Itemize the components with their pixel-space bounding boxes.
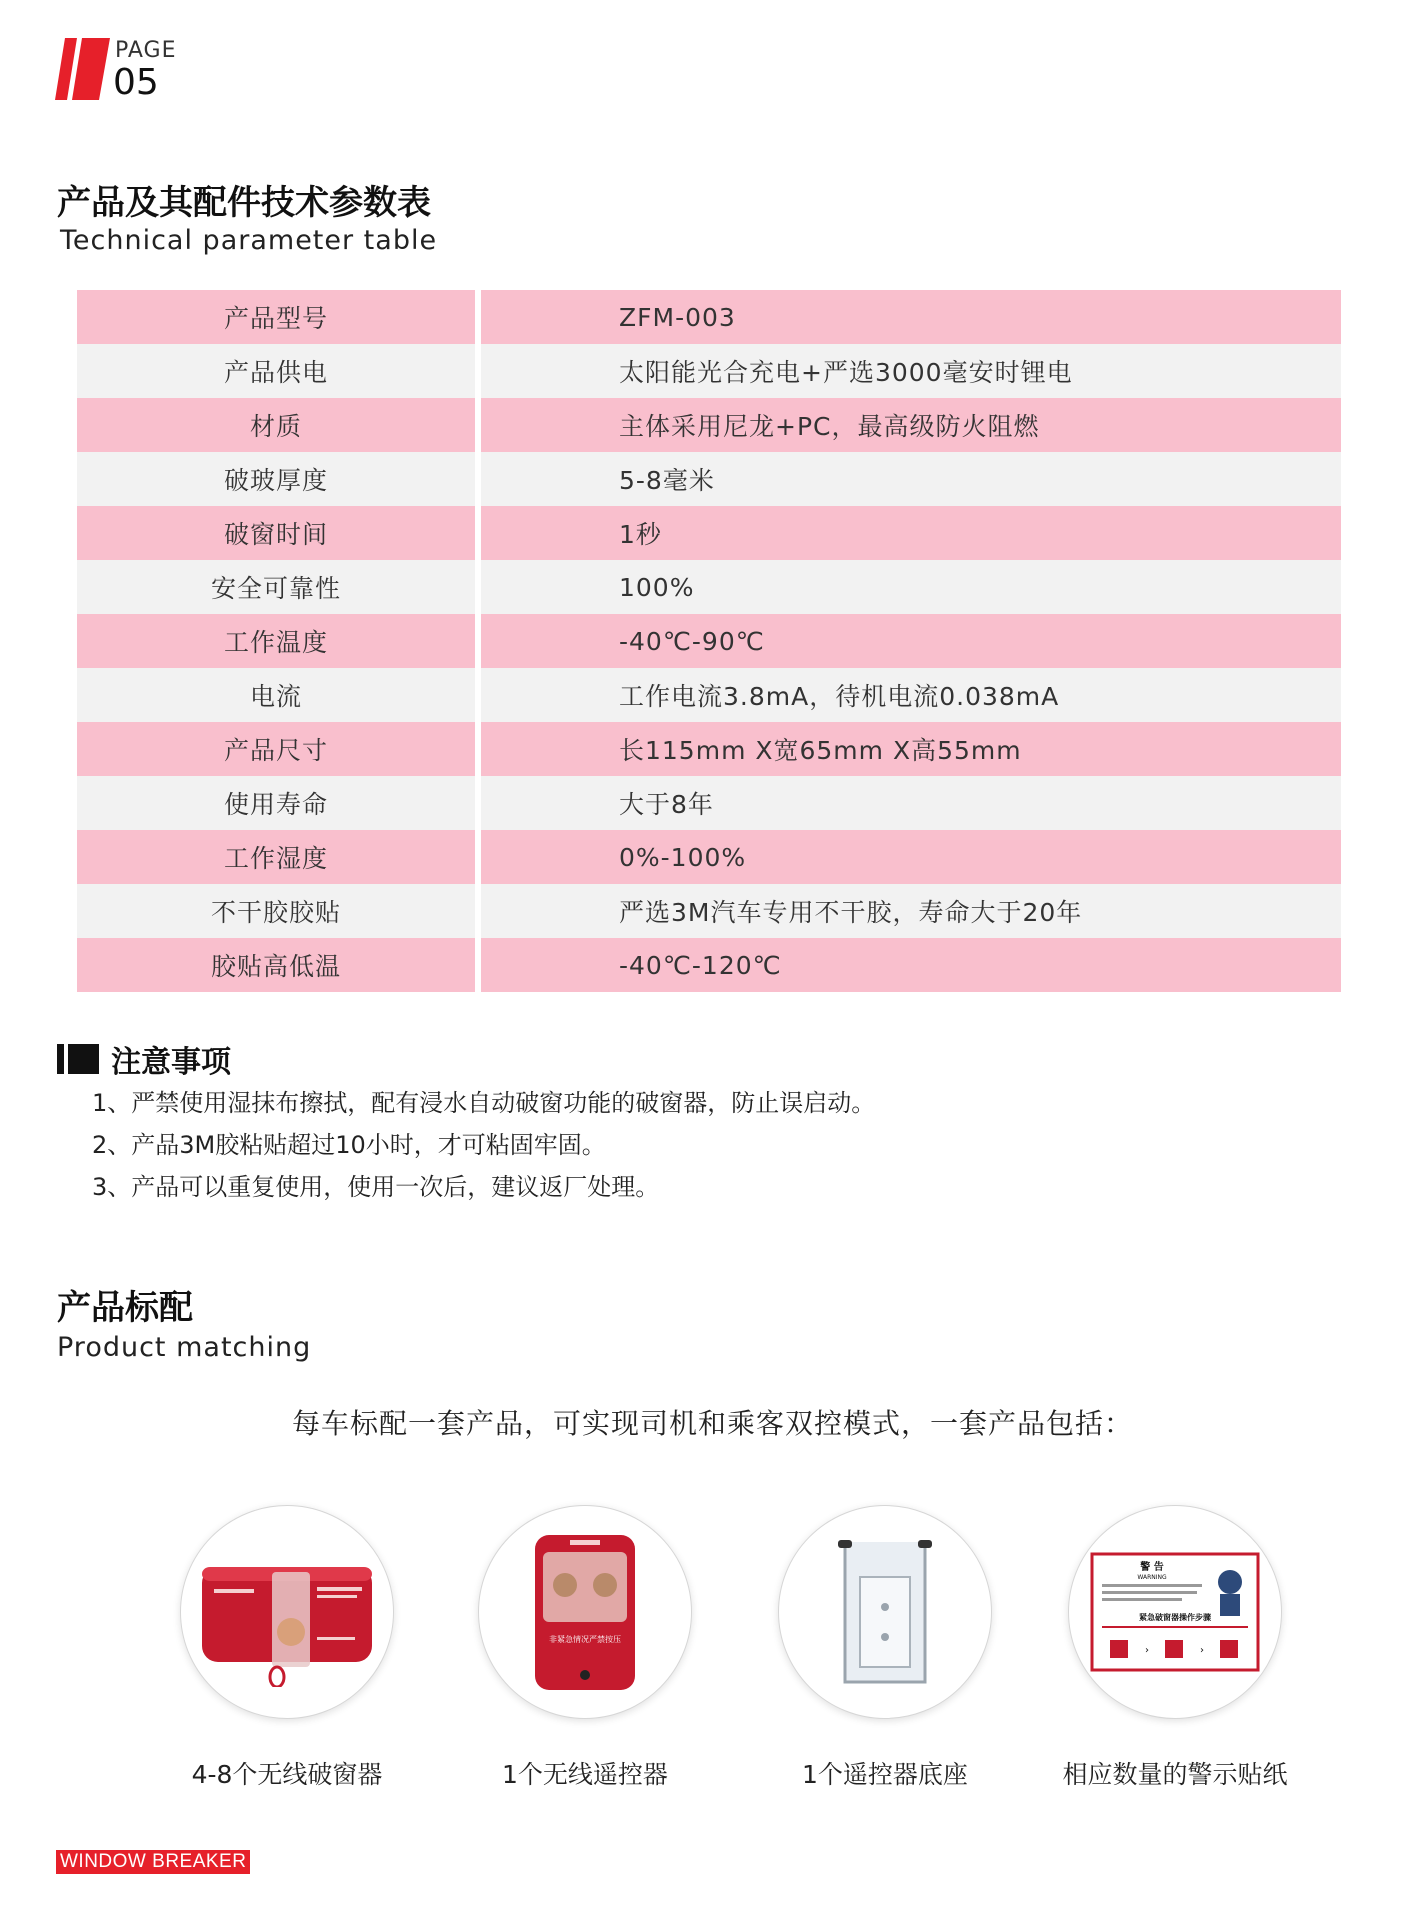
list-item: 3、产品可以重复使用，使用一次后，建议返厂处理。	[92, 1173, 660, 1201]
matching-intro: 每车标配一套产品，可实现司机和乘客双控模式，一套产品包括：	[291, 1407, 1133, 1440]
page-label: PAGE	[115, 38, 177, 63]
product-item-window-breaker	[142, 1505, 432, 1791]
table-row	[77, 506, 1341, 560]
table-row	[77, 614, 1341, 668]
table-row	[77, 290, 1341, 344]
table-row	[77, 668, 1341, 722]
svg-text:›: ›	[1200, 1645, 1204, 1656]
param-label: 产品供电	[77, 344, 475, 398]
params-title-cn: 产品及其配件技术参数表	[57, 183, 431, 223]
table-row	[77, 830, 1341, 884]
wireless-remote-icon	[530, 1530, 640, 1695]
param-label: 破玻厚度	[77, 452, 475, 506]
notes-bar-icon	[57, 1044, 99, 1074]
param-value: -40℃-90℃	[481, 614, 1341, 668]
product-item-remote	[440, 1505, 730, 1791]
param-value: 太阳能光合充电+严选3000毫安时锂电	[481, 344, 1341, 398]
svg-text:›: ›	[1145, 1645, 1149, 1656]
window-breaker-device-icon	[192, 1537, 382, 1687]
table-row	[77, 884, 1341, 938]
param-value: -40℃-120℃	[481, 938, 1341, 992]
product-image-circle	[478, 1505, 692, 1719]
param-value: 长115mm X宽65mm X高55mm	[481, 722, 1341, 776]
param-label: 安全可靠性	[77, 560, 475, 614]
table-row	[77, 938, 1341, 992]
param-label: 工作温度	[77, 614, 475, 668]
param-value: 5-8毫米	[481, 452, 1341, 506]
param-value: 主体采用尼龙+PC，最高级防火阻燃	[481, 398, 1341, 452]
matching-title-en: Product matching	[57, 1332, 312, 1363]
product-image-circle	[180, 1505, 394, 1719]
product-item-label: 1个无线遥控器	[502, 1760, 668, 1789]
table-row	[77, 560, 1341, 614]
list-item: 1、严禁使用湿抹布擦拭，配有浸水自动破窗功能的破窗器，防止误启动。	[92, 1089, 876, 1117]
parameter-table	[77, 290, 1341, 992]
param-label: 胶贴高低温	[77, 938, 475, 992]
matching-title-cn: 产品标配	[57, 1288, 193, 1328]
remote-holder-icon	[830, 1532, 940, 1692]
product-image-circle	[1068, 1505, 1282, 1719]
warning-sticker-icon	[1090, 1552, 1260, 1672]
product-item-label: 4-8个无线破窗器	[191, 1760, 383, 1789]
param-label: 使用寿命	[77, 776, 475, 830]
param-label: 电流	[77, 668, 475, 722]
param-value: 0%-100%	[481, 830, 1341, 884]
param-value: 1秒	[481, 506, 1341, 560]
product-item-sticker	[1030, 1505, 1320, 1791]
sticker-title: 警 告	[1140, 1562, 1164, 1573]
param-value: 大于8年	[481, 776, 1341, 830]
table-row	[77, 398, 1341, 452]
param-label: 产品尺寸	[77, 722, 475, 776]
param-value: ZFM-003	[481, 290, 1341, 344]
page-slash-logo-icon	[55, 38, 110, 100]
table-row	[77, 722, 1341, 776]
params-title-en: Technical parameter table	[60, 225, 438, 256]
table-row	[77, 452, 1341, 506]
param-value: 严选3M汽车专用不干胶，寿命大于20年	[481, 884, 1341, 938]
product-item-label: 相应数量的警示贴纸	[1062, 1760, 1288, 1789]
sticker-steps-title: 紧急破窗器操作步骤	[1139, 1613, 1211, 1622]
table-row	[77, 344, 1341, 398]
param-label: 不干胶胶贴	[77, 884, 475, 938]
param-label: 材质	[77, 398, 475, 452]
param-value: 工作电流3.8mA，待机电流0.038mA	[481, 668, 1341, 722]
product-item-label: 1个遥控器底座	[802, 1760, 968, 1789]
param-value: 100%	[481, 560, 1341, 614]
product-item-holder	[740, 1505, 1030, 1791]
footer-brand: WINDOW BREAKER	[56, 1850, 250, 1874]
param-label: 产品型号	[77, 290, 475, 344]
table-row	[77, 776, 1341, 830]
page-number: 05	[113, 62, 159, 103]
sticker-subtitle: WARNING	[1137, 1574, 1167, 1581]
notes-title: 注意事项	[111, 1045, 231, 1080]
notes-heading	[57, 1037, 231, 1081]
param-label: 工作湿度	[77, 830, 475, 884]
product-image-circle	[778, 1505, 992, 1719]
notes-list	[92, 1082, 875, 1208]
list-item: 2、产品3M胶粘贴超过10小时，才可粘固牢固。	[92, 1131, 606, 1159]
param-label: 破窗时间	[77, 506, 475, 560]
remote-text: 非紧急情况严禁按压	[549, 1634, 621, 1644]
